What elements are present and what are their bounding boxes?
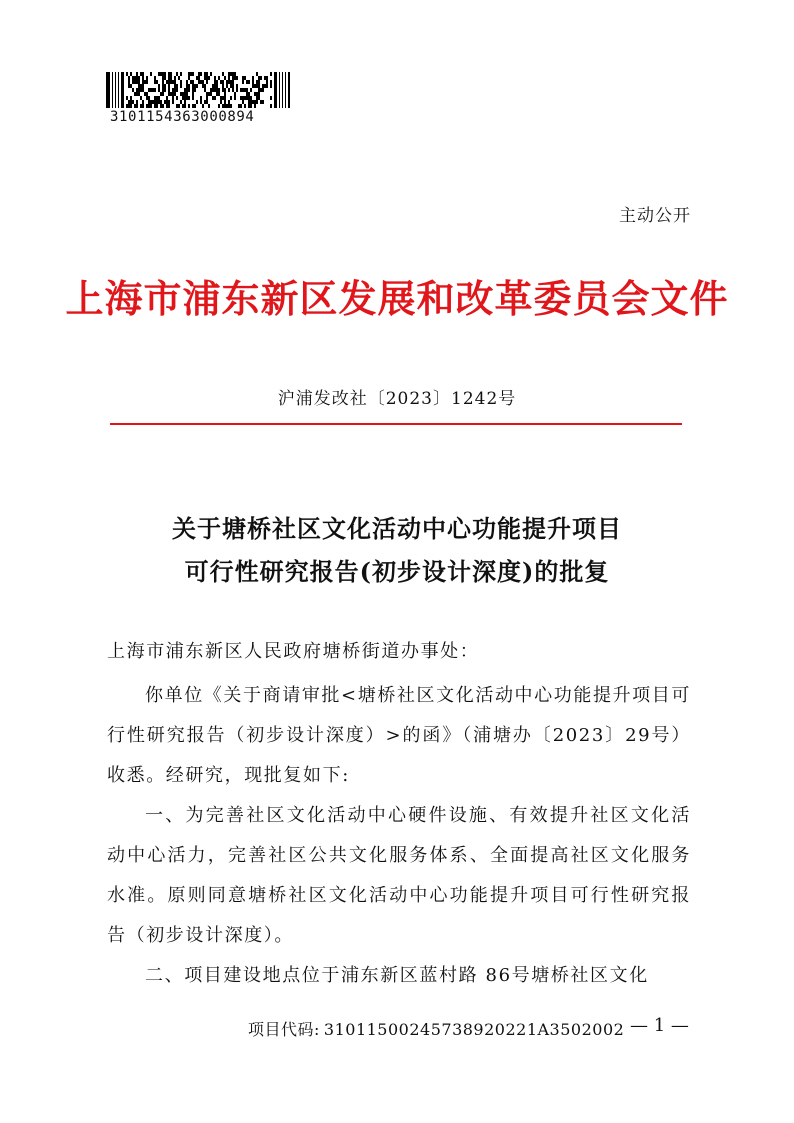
body-paragraph-3: 二、项目建设地点位于浦东新区蓝村路 86号塘桥社区文化 [145,965,649,986]
addressee: 上海市浦东新区人民政府塘桥街道办事处： [107,641,480,662]
red-divider-line [110,423,682,425]
document-number: 沪浦发改社〔2023〕1242号 [277,389,517,409]
project-code-label: 项目代码: [248,1020,320,1039]
publicity-label: 主动公开 [619,206,691,226]
project-code [248,1017,624,1040]
document-title-line-2: 可行性研究报告(初步设计深度)的批复 [184,557,610,586]
barcode-image [106,72,290,108]
body-paragraph-2: 一、为完善社区文化活动中心硬件设施、有效提升社区文化活动中心活力，完善社区公共文化服务体系、全面提高社区文化服务水准。原则同意塘桥社区文化活动中心功能提升项目可行性研究报告（初步设计深度）。 [107,805,691,946]
project-code-value: 31011500245738920221A3502002 [323,1020,625,1039]
document-title-line-1: 关于塘桥社区文化活动中心功能提升项目 [172,514,622,543]
barcode-number: 3101154363000894 [110,109,255,125]
issuing-organization-title: 上海市浦东新区发展和改革委员会文件 [65,276,729,321]
page-number: — 1 — [630,1015,689,1036]
body-paragraph-1: 你单位《关于商请审批<塘桥社区文化活动中心功能提升项目可行性研究报告（初步设计深度）>的函》（浦塘办〔2023〕29号）收悉。经研究，现批复如下: [107,685,691,786]
